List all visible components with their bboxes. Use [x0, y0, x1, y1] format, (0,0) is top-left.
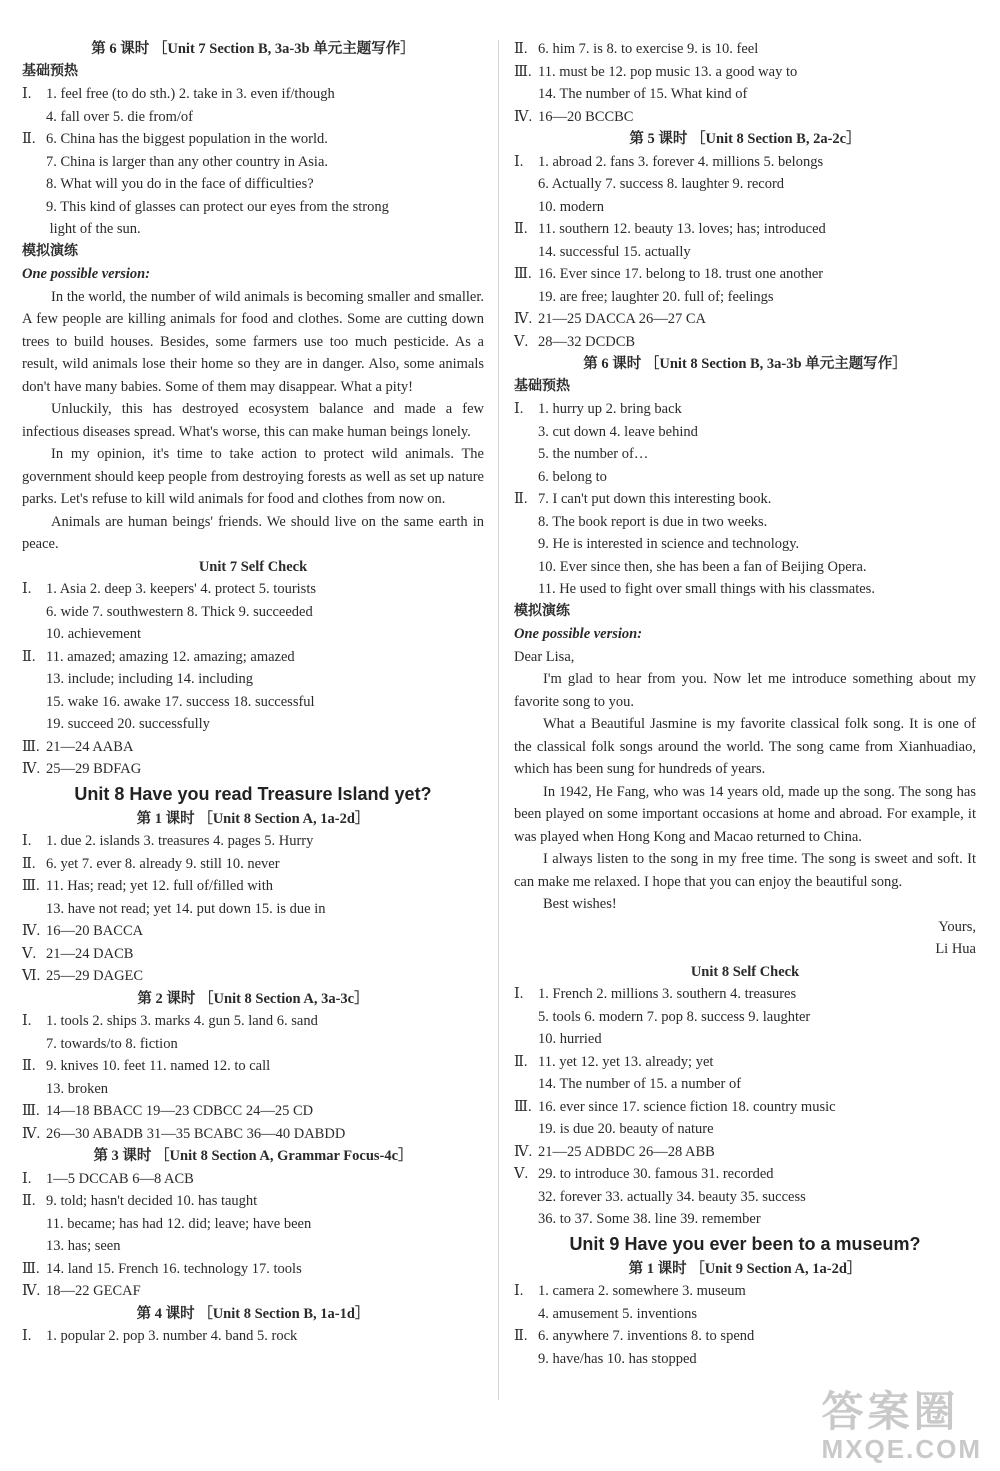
answer-line [514, 488, 976, 511]
answer-text: 21—25 ADBDC 26—28 ABB [538, 1143, 715, 1160]
answer-text: 6. belong to [538, 468, 607, 485]
answer-text: 14. successful 15. actually [538, 243, 691, 260]
answer-line [514, 196, 976, 219]
section-numeral: Ⅳ. [22, 761, 41, 777]
section-numeral: Ⅲ. [514, 63, 532, 80]
answer-line [514, 331, 976, 354]
lesson-heading: 第 6 课时 ［Unit 7 Section B, 3a-3b 单元主题写作］ [91, 41, 415, 57]
essay-paragraph: In the world, the number of wild animals is becoming smaller and smaller. A few people are killing animals for food and clothes. Some are cutting down trees to build houses. Besides, some farmers use too much pesticide. As a result, wild animals lose their home so they are in danger. Also, some animals don't have many babies. Some of them may disappear. What a pity! [22, 288, 484, 395]
answer-text: 6. yet 7. ever 8. already 9. still 10. never [46, 855, 280, 872]
answer-text: 1. French 2. millions 3. southern 4. treasures [538, 986, 797, 1002]
letter-greeting: Dear Lisa, [514, 648, 575, 665]
answer-line [22, 196, 484, 219]
essay-paragraph: Best wishes! [543, 896, 617, 912]
answer-text: 21—24 DACB [46, 945, 134, 962]
answer-text: 29. to introduce 30. famous 31. recorded [538, 1166, 774, 1182]
answer-text: 8. What will you do in the face of difficulties? [46, 176, 314, 192]
section-numeral: Ⅲ. [514, 266, 532, 282]
section-numeral: Ⅲ. [22, 1103, 40, 1119]
section-numeral: Ⅱ. [22, 131, 36, 147]
answer-text: 11. yet 12. yet 13. already; yet [538, 1053, 714, 1070]
answer-text: 1. abroad 2. fans 3. forever 4. millions 5. belongs [538, 153, 824, 170]
section-numeral: Ⅴ. [514, 333, 529, 350]
answer-text: 1. feel free (to do sth.) 2. take in 3. even if/though [46, 86, 335, 102]
essay-paragraph: I'm glad to hear from you. Now let me introduce something about my favorite song to you. [514, 671, 976, 710]
answer-text: 3. cut down 4. leave behind [538, 423, 698, 440]
answer-line [22, 668, 484, 691]
answer-line [514, 151, 976, 174]
section-numeral: Ⅳ. [514, 311, 533, 327]
answer-line [22, 875, 484, 898]
answer-text: 14—18 BBACC 19—23 CDBCC 24—25 CD [46, 1103, 314, 1119]
answer-line [22, 601, 484, 624]
lesson-heading: 第 3 课时 ［Unit 8 Section A, Grammar Focus-4c］ [93, 1148, 413, 1164]
answer-line [22, 1123, 484, 1146]
answer-text: 6. him 7. is 8. to exercise 9. is 10. feel [538, 41, 759, 57]
watermark [822, 1389, 982, 1463]
answer-text: 16—20 BCCBC [538, 108, 634, 125]
answer-line [514, 556, 976, 579]
answer-text: 9. knives 10. feet 11. named 12. to call [46, 1058, 271, 1074]
answer-text: 25—29 BDFAG [46, 761, 142, 777]
left-column [22, 38, 484, 1348]
lesson-heading: 第 5 课时 ［Unit 8 Section B, 2a-2c］ [629, 131, 861, 147]
answer-line [514, 1348, 976, 1371]
answer-line [22, 920, 484, 943]
answer-line [514, 61, 976, 84]
answer-line [514, 421, 976, 444]
answer-line [514, 241, 976, 264]
answer-text: 16. Ever since 17. belong to 18. trust one another [538, 266, 824, 282]
section-numeral: Ⅰ. [514, 1283, 524, 1299]
section-numeral: Ⅴ. [514, 1166, 529, 1182]
section-numeral: Ⅱ. [514, 1053, 528, 1070]
answer-text: 19. succeed 20. successfully [46, 716, 210, 732]
answer-line [514, 286, 976, 309]
answer-line [514, 173, 976, 196]
answer-line [22, 1235, 484, 1258]
answer-text: 11. must be 12. pop music 13. a good way to [538, 63, 798, 80]
answer-line [514, 1028, 976, 1051]
answer-text: 13. has; seen [46, 1238, 121, 1254]
answer-line [22, 1100, 484, 1123]
section-numeral: Ⅳ. [22, 1125, 41, 1142]
section-label: 基础预热 [514, 378, 570, 394]
answer-text: 9. told; hasn't decided 10. has taught [46, 1193, 258, 1209]
section-numeral: Ⅰ. [514, 153, 524, 170]
answer-text: 6. China has the biggest population in the world. [46, 131, 328, 147]
section-numeral: Ⅱ. [22, 1193, 36, 1209]
answer-text: 7. China is larger than any other country in Asia. [46, 153, 329, 170]
section-numeral: Ⅴ. [22, 945, 37, 962]
answer-line [514, 106, 976, 129]
answer-line [514, 578, 976, 601]
version-label: One possible version: [514, 626, 643, 642]
essay-paragraph: What a Beautiful Jasmine is my favorite classical folk song. It is one of the classical folk songs around the world. The song came from Xianhuadiao, which has been sung for hundreds of years. [514, 716, 976, 777]
answer-line [514, 83, 976, 106]
answer-line [22, 830, 484, 853]
answer-text: 5. tools 6. modern 7. pop 8. success 9. laughter [538, 1008, 811, 1025]
section-numeral: Ⅰ. [514, 986, 524, 1002]
answer-text: 18—22 GECAF [46, 1283, 141, 1299]
answer-text: 9. This kind of glasses can protect our eyes from the strong [46, 198, 389, 215]
answer-line [22, 1010, 484, 1033]
answer-line [22, 646, 484, 669]
answer-text: 19. is due 20. beauty of nature [538, 1121, 714, 1137]
answer-text: 10. hurried [538, 1031, 602, 1047]
answer-text: 1. popular 2. pop 3. number 4. band 5. rock [46, 1328, 298, 1344]
essay-paragraph: In my opinion, it's time to take action to protect wild animals. The government should keep people from destroying forests as well as set up nature parks. Let's refuse to kill wild animals for food and clothes from now on. [22, 446, 484, 507]
answer-text: 26—30 ABADB 31—35 BCABC 36—40 DABDD [46, 1125, 346, 1142]
answer-text: 1. Asia 2. deep 3. keepers' 4. protect 5. tourists [46, 581, 316, 597]
section-numeral: Ⅱ. [514, 221, 528, 237]
answer-line [22, 1055, 484, 1078]
answer-line [22, 83, 484, 106]
watermark-logo: 答案圈 [821, 1388, 960, 1435]
right-column [514, 38, 976, 1370]
answer-text: 14. The number of 15. a number of [538, 1076, 742, 1092]
section-numeral: Ⅰ. [22, 1328, 32, 1344]
essay-paragraph: Animals are human beings' friends. We should live on the same earth in peace. [22, 513, 484, 552]
answer-text: 10. modern [538, 198, 605, 215]
answer-text: 36. to 37. Some 38. line 39. remember [538, 1211, 761, 1227]
answer-text: 11. He used to fight over small things with his classmates. [538, 581, 875, 597]
answer-line [22, 713, 484, 736]
answer-text: 5. the number of… [538, 446, 649, 462]
section-numeral: Ⅲ. [22, 878, 40, 894]
answer-line [22, 1213, 484, 1236]
answer-line [514, 533, 976, 556]
section-label: 模拟演练 [22, 243, 78, 259]
answer-line [22, 106, 484, 129]
answer-text: 1. camera 2. somewhere 3. museum [538, 1283, 746, 1299]
answer-line [22, 898, 484, 921]
answer-text: 6. wide 7. southwestern 8. Thick 9. succeeded [46, 603, 313, 620]
answer-line [514, 1325, 976, 1348]
answer-text: 15. wake 16. awake 17. success 18. successful [46, 693, 315, 710]
answer-line [514, 443, 976, 466]
lesson-heading: 第 1 课时 ［Unit 8 Section A, 1a-2d］ [136, 810, 370, 827]
section-numeral: Ⅰ. [22, 1013, 32, 1029]
unit-title: Unit 9 Have you ever been to a museum? [569, 1233, 921, 1254]
answer-line [22, 578, 484, 601]
answer-line [22, 1190, 484, 1213]
answer-text: 13. have not read; yet 14. put down 15. is due in [46, 900, 326, 917]
answer-line [514, 1141, 976, 1164]
answer-text: 21—25 DACCA 26—27 CA [538, 311, 706, 327]
watermark-url: MXQE.COM [821, 1434, 982, 1464]
answer-text: 4. fall over 5. die from/of [46, 108, 193, 125]
answer-line [22, 691, 484, 714]
answer-line [514, 1303, 976, 1326]
answer-line [514, 1118, 976, 1141]
answer-text: 6. Actually 7. success 8. laughter 9. record [538, 176, 785, 192]
lesson-heading: Unit 7 Self Check [198, 558, 308, 575]
answer-line [22, 1168, 484, 1191]
lesson-heading: 第 4 课时 ［Unit 8 Section B, 1a-1d］ [136, 1305, 370, 1322]
answer-line [22, 1325, 484, 1348]
answer-text: 1—5 DCCAB 6—8 ACB [46, 1170, 194, 1187]
essay-paragraph: In 1942, He Fang, who was 14 years old, made up the song. The song has been played on some important occasions at home and abroad. For example, it was played when Hong Kong and Macao returned to China. [514, 783, 976, 845]
answer-line [22, 151, 484, 174]
answer-line [514, 38, 976, 61]
answer-text: 10. Ever since then, she has been a fan of Beijing Opera. [538, 558, 867, 575]
lesson-heading: 第 2 课时 ［Unit 8 Section A, 3a-3c］ [137, 990, 369, 1007]
answer-text: 6. anywhere 7. inventions 8. to spend [538, 1328, 755, 1344]
section-numeral: Ⅵ. [22, 968, 41, 984]
lesson-heading: Unit 8 Self Check [690, 963, 800, 980]
answer-line [514, 1051, 976, 1074]
section-numeral: Ⅰ. [22, 833, 32, 849]
version-label: One possible version: [22, 266, 151, 282]
section-numeral: Ⅰ. [22, 581, 32, 597]
answer-text: 13. include; including 14. including [46, 671, 254, 687]
section-numeral: Ⅲ. [22, 1260, 40, 1277]
answer-line [22, 758, 484, 781]
answer-text: 1. hurry up 2. bring back [538, 401, 682, 417]
answer-line [22, 965, 484, 988]
answer-text: 19. are free; laughter 20. full of; feelings [538, 288, 774, 305]
answer-line [22, 128, 484, 151]
section-numeral: Ⅰ. [22, 86, 32, 102]
answer-line [514, 1096, 976, 1119]
answer-line [514, 1073, 976, 1096]
answer-line [514, 218, 976, 241]
answer-text: 1. tools 2. ships 3. marks 4. gun 5. land 6. sand [46, 1013, 318, 1029]
section-numeral: Ⅱ. [22, 1058, 36, 1074]
answer-text: 25—29 DAGEC [46, 968, 144, 984]
answer-text: 11. southern 12. beauty 13. loves; has; introduced [538, 221, 826, 237]
lesson-heading: 第 6 课时 ［Unit 8 Section B, 3a-3b 单元主题写作］ [583, 356, 907, 372]
lesson-heading: 第 1 课时 ［Unit 9 Section A, 1a-2d］ [628, 1260, 862, 1277]
answer-text: 32. forever 33. actually 34. beauty 35. success [538, 1188, 806, 1205]
answer-line [514, 466, 976, 489]
answer-line [514, 398, 976, 421]
answer-line [514, 511, 976, 534]
answer-text: 10. achievement [46, 626, 142, 642]
section-numeral: Ⅳ. [514, 1143, 533, 1160]
section-numeral: Ⅱ. [22, 855, 36, 872]
answer-line [514, 308, 976, 331]
answer-line [514, 263, 976, 286]
section-numeral: Ⅳ. [22, 1283, 41, 1299]
answer-text: 16—20 BACCA [46, 923, 144, 939]
answer-text: 9. He is interested in science and technology. [538, 536, 800, 552]
answer-line [514, 1163, 976, 1186]
answer-line [22, 1078, 484, 1101]
answer-text: 1. due 2. islands 3. treasures 4. pages 5. Hurry [46, 833, 314, 849]
answer-line [514, 1208, 976, 1231]
section-label: 模拟演练 [514, 603, 570, 619]
section-numeral: Ⅱ. [22, 648, 36, 665]
answer-line [22, 1280, 484, 1303]
answer-text: 11. Has; read; yet 12. full of/filled with [46, 878, 273, 894]
answer-text: 14. The number of 15. What kind of [538, 86, 748, 102]
letter-signature: Yours, [938, 918, 976, 935]
answer-text: 28—32 DCDCB [538, 333, 636, 350]
answer-text: 8. The book report is due in two weeks. [538, 513, 768, 530]
essay-paragraph: I always listen to the song in my free time. The song is sweet and soft. It can make me relaxed. I hope that you can enjoy the beautiful song. [514, 851, 976, 890]
answer-text: 21—24 AABA [46, 738, 134, 755]
answer-line [22, 943, 484, 966]
unit-title: Unit 8 Have you read Treasure Island yet? [74, 783, 432, 804]
answer-text: 7. I can't put down this interesting book. [538, 491, 772, 507]
answer-line [514, 1186, 976, 1209]
answer-text: 11. amazed; amazing 12. amazing; amazed [46, 648, 295, 665]
answer-line [22, 218, 484, 241]
answer-line [22, 853, 484, 876]
letter-signature: Li Hua [935, 941, 976, 957]
section-numeral: Ⅳ. [514, 108, 533, 125]
answer-text: 16. ever since 17. science fiction 18. country music [538, 1098, 836, 1115]
section-numeral: Ⅰ. [22, 1170, 32, 1187]
answer-text: 14. land 15. French 16. technology 17. tools [46, 1260, 302, 1277]
column-divider [498, 40, 499, 1400]
section-numeral: Ⅳ. [22, 923, 41, 939]
section-numeral: Ⅱ. [514, 41, 528, 57]
answer-text: 4. amusement 5. inventions [538, 1305, 698, 1322]
answer-line [22, 736, 484, 759]
answer-text: 7. towards/to 8. fiction [46, 1035, 178, 1052]
section-numeral: Ⅱ. [514, 491, 528, 507]
section-label: 基础预热 [22, 63, 78, 79]
answer-line [22, 623, 484, 646]
answer-text: 13. broken [46, 1080, 109, 1097]
answer-line [22, 173, 484, 196]
answer-text: 11. became; has had 12. did; leave; have been [46, 1215, 312, 1232]
answer-text: light of the sun. [46, 221, 141, 237]
essay-paragraph: Unluckily, this has destroyed ecosystem balance and made a few infectious diseases spread. What's worse, this can make human beings lonely. [22, 401, 484, 440]
section-numeral: Ⅲ. [22, 738, 40, 755]
answer-line [22, 1033, 484, 1056]
answer-line [514, 983, 976, 1006]
section-numeral: Ⅰ. [514, 401, 524, 417]
section-numeral: Ⅱ. [514, 1328, 528, 1344]
answer-line [514, 1280, 976, 1303]
answer-line [514, 1006, 976, 1029]
answer-line [22, 1258, 484, 1281]
section-numeral: Ⅲ. [514, 1098, 532, 1115]
answer-text: 9. have/has 10. has stopped [538, 1350, 697, 1367]
